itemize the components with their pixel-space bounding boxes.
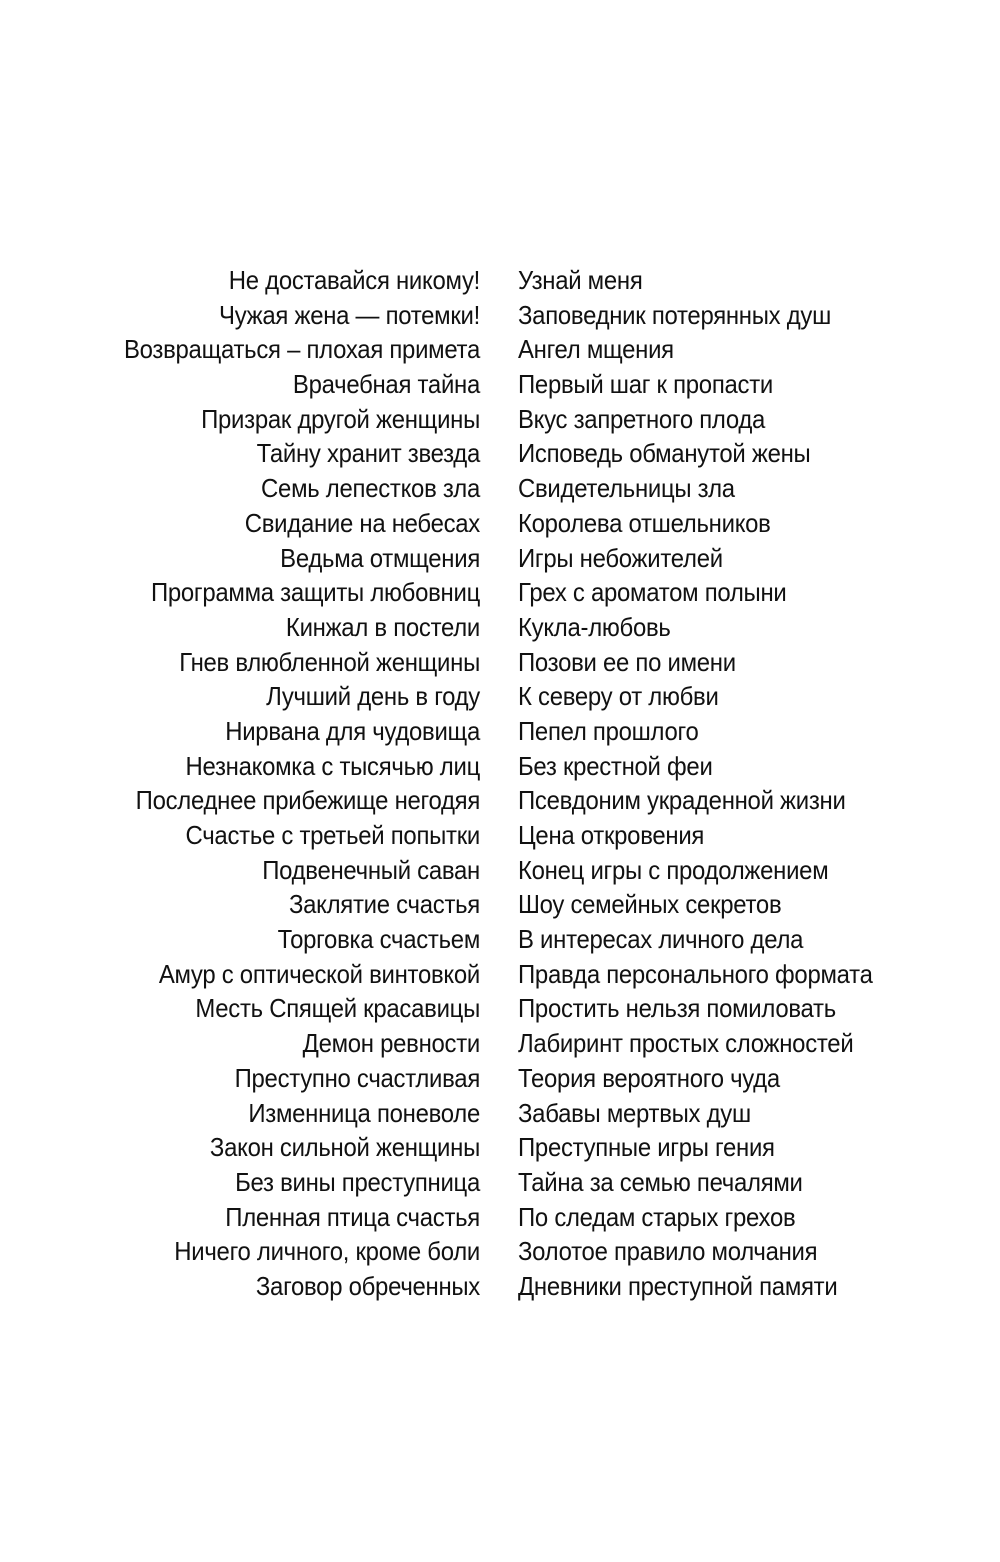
book-title: К северу от любви (518, 681, 719, 712)
book-title: Шоу семейных секретов (518, 889, 782, 920)
book-title: Свидание на небесах (244, 507, 480, 538)
book-title: Теория вероятного чуда (518, 1062, 780, 1093)
book-title: Кукла-любовь (518, 611, 671, 642)
book-title: Пепел прошлого (518, 715, 699, 746)
book-title: Преступные игры гения (518, 1132, 775, 1163)
book-title: Заклятие счастья (288, 889, 480, 920)
book-title: Демон ревности (302, 1028, 480, 1059)
book-title: Узнай меня (518, 265, 643, 295)
book-title: Правда персонального формата (518, 958, 873, 989)
book-title: Грех с ароматом полыни (518, 577, 787, 608)
book-title: Ангел мщения (518, 334, 674, 365)
book-title: Возвращаться – плохая примета (123, 334, 481, 365)
book-title: В интересах личного дела (518, 924, 804, 955)
book-title: Игры небожителей (518, 542, 723, 573)
book-title: Тайна за семью печалями (518, 1166, 803, 1197)
book-title: Позови ее по имени (518, 646, 736, 677)
book-title: Программа защиты любовниц (150, 577, 480, 608)
book-title: Гнев влюбленной женщины (179, 646, 480, 677)
book-title: Заговор обреченных (255, 1270, 480, 1301)
book-title: Цена откровения (518, 820, 705, 850)
book-title: Преступно счастливая (234, 1062, 480, 1093)
titles-right-column (518, 263, 988, 1304)
book-title: Псевдоним украденной жизни (518, 785, 846, 816)
book-title: Подвенечный саван (262, 854, 480, 885)
book-title: Лабиринт простых сложностей (518, 1028, 854, 1059)
book-title: Забавы мертвых душ (518, 1097, 751, 1128)
book-title: Золотое правило молчания (518, 1236, 818, 1267)
book-title: Первый шаг к пропасти (518, 369, 773, 400)
book-title: Свидетельницы зла (518, 473, 735, 504)
book-title: Врачебная тайна (292, 369, 480, 400)
book-title: Исповедь обманутой жены (518, 438, 811, 469)
book-title: Незнакомка с тысячью лиц (185, 750, 480, 781)
book-title: Заповедник потерянных душ (518, 299, 832, 330)
book-title: Месть Спящей красавицы (195, 993, 480, 1024)
book-title: Ведьма отмщения (280, 542, 480, 573)
book-title: Призрак другой женщины (201, 403, 480, 434)
book-title: Амур с оптической винтовкой (158, 958, 480, 989)
book-title: Без вины преступница (235, 1166, 480, 1197)
book-title: Лучший день в году (266, 681, 480, 712)
book-title: Ничего личного, кроме боли (174, 1236, 480, 1267)
book-title: Нирвана для чудовища (225, 715, 480, 746)
book-title: Счастье с третьей попытки (185, 820, 480, 850)
book-title: Без крестной феи (518, 750, 713, 781)
book-title: Изменница поневоле (248, 1097, 480, 1128)
book-title: Закон сильной женщины (209, 1132, 480, 1163)
book-title: Тайну хранит звезда (256, 438, 480, 469)
book-title: Простить нельзя помиловать (518, 993, 836, 1024)
book-title: Пленная птица счастья (225, 1201, 480, 1232)
book-title: Дневники преступной памяти (518, 1270, 838, 1301)
book-title: По следам старых грехов (518, 1201, 796, 1232)
book-title: Торговка счастьем (277, 924, 480, 955)
book-title: Конец игры с продолжением (518, 854, 829, 885)
book-title: Чужая жена — потемки! (219, 299, 480, 330)
book-title: Последнее прибежище негодяя (135, 785, 480, 816)
book-title: Не доставайся никому! (228, 265, 480, 295)
book-title: Вкус запретного плода (518, 403, 766, 434)
book-title: Королева отшельников (518, 507, 771, 538)
titles-left-column (60, 263, 480, 1304)
book-title: Кинжал в постели (285, 611, 480, 642)
book-title: Семь лепестков зла (261, 473, 480, 504)
